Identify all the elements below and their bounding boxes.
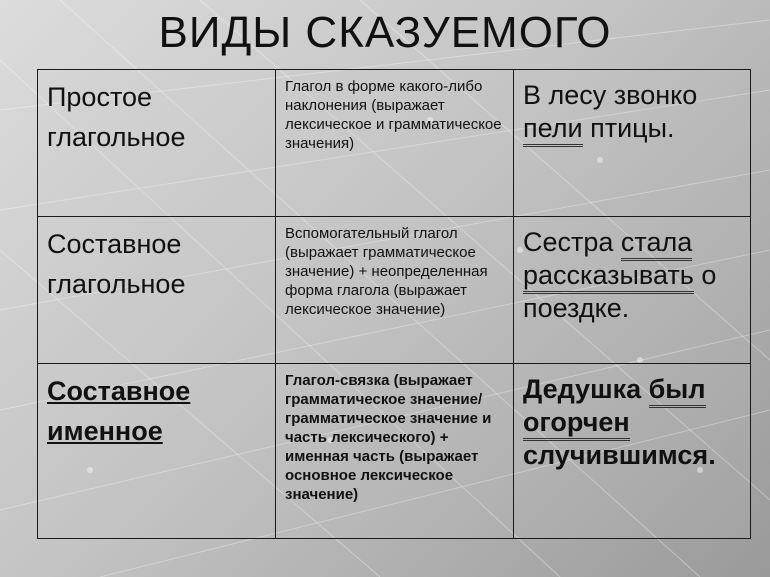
- table-row: [38, 70, 751, 217]
- example-text: птицы.: [582, 113, 675, 143]
- predicate-word: рассказывать: [523, 260, 694, 294]
- table-row: [38, 364, 751, 539]
- example-text: В лесу звонко: [523, 80, 698, 110]
- example-text: Сестра: [523, 227, 621, 257]
- type-name-line: Составное: [47, 376, 191, 406]
- example-text: случившимся.: [523, 440, 716, 470]
- example-text: Дедушка: [523, 374, 649, 404]
- example-cell: [514, 364, 751, 539]
- type-name-line: глагольное: [47, 122, 186, 152]
- type-name: [39, 71, 274, 157]
- predicate-word: пели: [523, 113, 583, 147]
- type-name: [39, 218, 274, 304]
- type-name-line: глагольное: [47, 269, 186, 299]
- type-name: [39, 365, 274, 451]
- table-row: [38, 217, 751, 364]
- type-description: Глагол в форме какого-либо наклонения (выражает лексическое и грамматическое значения): [285, 78, 502, 152]
- example-sentence: [515, 365, 749, 472]
- type-description: Вспомогательный глагол (выражает грамматическое значение) + неопределенная форма глагола (выражает лексическое значение): [285, 225, 488, 318]
- predicate-types-table: [37, 69, 751, 539]
- example-cell: [514, 70, 751, 217]
- type-name-line: Составное: [47, 229, 182, 259]
- type-cell: [38, 70, 276, 217]
- example-sentence: [515, 218, 749, 325]
- page-title: ВИДЫ СКАЗУЕМОГО: [158, 8, 612, 57]
- example-sentence: [515, 71, 749, 145]
- type-cell: [38, 217, 276, 364]
- type-name-line: именное: [47, 416, 163, 446]
- description-cell: [276, 364, 514, 539]
- description-cell: [276, 70, 514, 217]
- description-cell: [276, 217, 514, 364]
- example-text: о поездке.: [523, 260, 717, 323]
- type-description: Глагол-связка (выражает грамматическое значение/грамматическое значение и часть лексического) + именная часть (выражает основное лексическое значение): [285, 372, 492, 503]
- predicate-word: был: [649, 374, 706, 408]
- example-cell: [514, 217, 751, 364]
- predicate-word: стала: [621, 227, 692, 261]
- type-cell: [38, 364, 276, 539]
- type-name-line: Простое: [47, 82, 153, 112]
- predicate-word: огорчен: [523, 407, 630, 441]
